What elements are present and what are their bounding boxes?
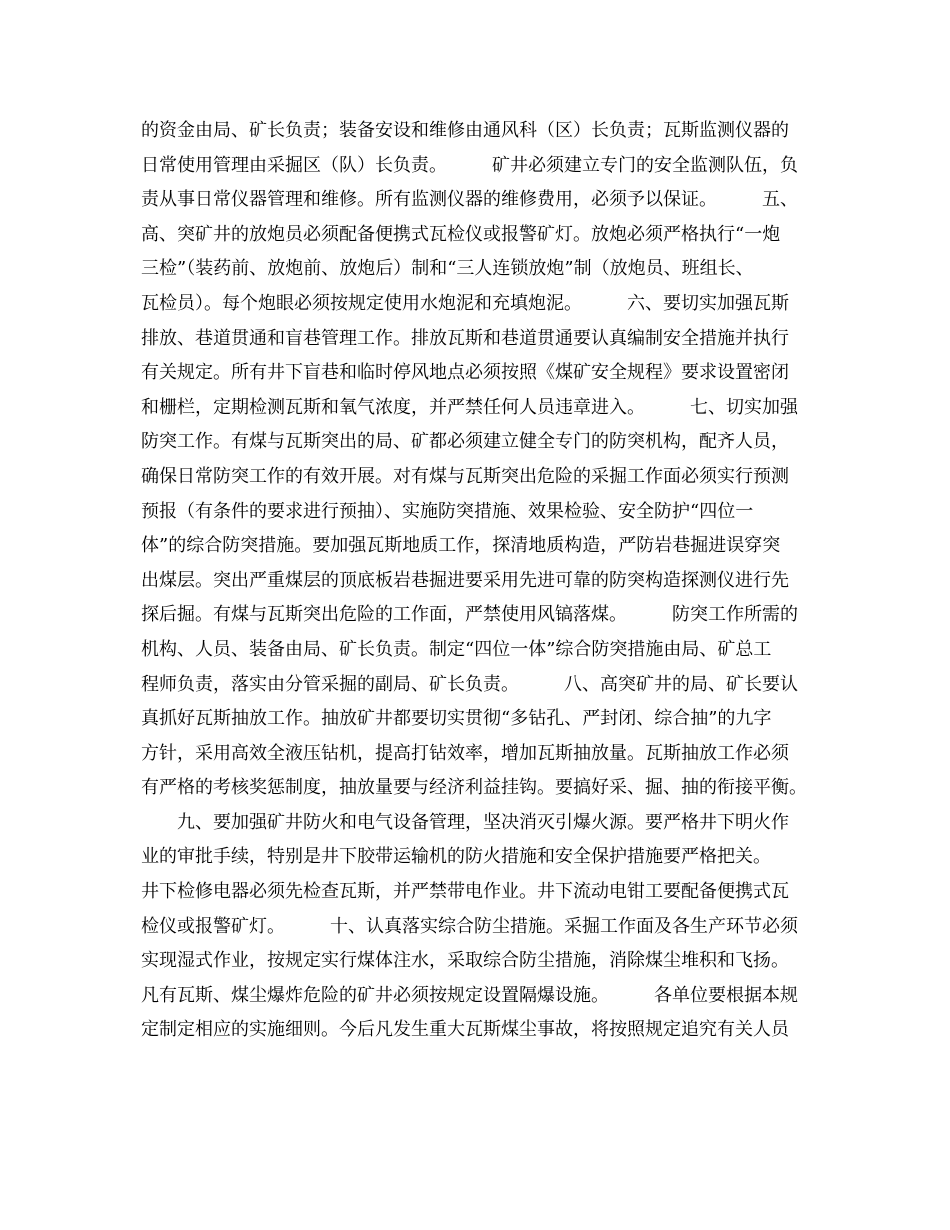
- text-line: 有关规定。所有井下盲巷和临时停风地点必须按照《煤矿安全规程》要求设置密闭: [141, 362, 789, 384]
- text-line: 定制定相应的实施细则。今后凡发生重大瓦斯煤尘事故，将按照规定追究有关人员: [141, 1019, 789, 1041]
- paragraph-2: [141, 806, 821, 1048]
- text-line: 检仪或报警矿灯。 十、认真落实综合防尘措施。采掘工作面及各生产环节必须: [141, 915, 798, 937]
- text-line: 瓦检员）。每个炮眼必须按规定使用水炮泥和充填炮泥。 六、要切实加强瓦斯: [141, 292, 789, 314]
- text-line: 排放、巷道贯通和盲巷管理工作。排放瓦斯和巷道贯通要认真编制安全措施并执行: [141, 327, 789, 349]
- text-line: 三检”（装药前、放炮前、放炮后）制和“三人连锁放炮”制（放炮员、班组长、: [141, 258, 754, 280]
- text-line: 凡有瓦斯、煤尘爆炸危险的矿井必须按规定设置隔爆设施。 各单位要根据本规: [141, 984, 798, 1006]
- text-line: 有严格的考核奖惩制度，抽放量要与经济利益挂钩。要搞好采、掘、抽的衔接平衡。: [141, 777, 807, 799]
- text-line: 确保日常防突工作的有效开展。对有煤与瓦斯突出危险的采掘工作面必须实行预测: [141, 465, 789, 487]
- text-line: 和栅栏，定期检测瓦斯和氧气浓度，并严禁任何人员违章进入。 七、切实加强: [141, 396, 798, 418]
- text-line: 责从事日常仪器管理和维修。所有监测仪器的维修费用，必须予以保证。 五、: [141, 189, 798, 211]
- text-line: 井下检修电器必须先检查瓦斯，并严禁带电作业。井下流动电钳工要配备便携式瓦: [141, 881, 789, 903]
- text-line: 预报（有条件的要求进行预抽）、实施防突措施、效果检验、安全防护“四位一: [141, 500, 754, 522]
- text-line: 业的审批手续，特别是井下胶带运输机的防火措施和安全保护措施要严格把关。: [141, 846, 771, 868]
- text-line: 程师负责，落实由分管采掘的副局、矿长负责。 八、高突矿井的局、矿长要认: [141, 673, 798, 695]
- text-line: 九、要加强矿井防火和电气设备管理，坚决消灭引爆火源。要严格井下明火作: [141, 811, 789, 833]
- text-line: 方针，采用高效全液压钻机，提高打钻效率，增加瓦斯抽放量。瓦斯抽放工作必须: [141, 742, 789, 764]
- text-line: 出煤层。突出严重煤层的顶底板岩巷掘进要采用先进可靠的防突构造探测仪进行先: [141, 569, 789, 591]
- text-line: 高、突矿井的放炮员必须配备便携式瓦检仪或报警矿灯。放炮必须严格执行“一炮: [141, 223, 781, 245]
- text-line: 实现湿式作业，按规定实行煤体注水，采取综合防尘措施，消除煤尘堆积和飞扬。: [141, 950, 789, 972]
- text-line: 防突工作。有煤与瓦斯突出的局、矿都必须建立健全专门的防突机构，配齐人员，: [141, 431, 789, 453]
- text-line: 探后掘。有煤与瓦斯突出危险的工作面，严禁使用风镐落煤。 防突工作所需的: [141, 604, 798, 626]
- text-line: 机构、人员、装备由局、矿长负责。制定“四位一体”综合防突措施由局、矿总工: [141, 638, 772, 660]
- text-line: 真抓好瓦斯抽放工作。抽放矿井都要切实贯彻“多钻孔、严封闭、综合抽”的九字: [141, 708, 772, 730]
- body-text: [141, 114, 821, 1048]
- text-line: 的资金由局、矿长负责；装备安设和维修由通风科（区）长负责；瓦斯监测仪器的: [141, 120, 789, 141]
- paragraph-1: [141, 114, 821, 806]
- text-line: 体”的综合防突措施。要加强瓦斯地质工作，探清地质构造，严防岩巷掘进误穿突: [141, 535, 781, 557]
- text-line: 日常使用管理由采掘区（队）长负责。 矿井必须建立专门的安全监测队伍，负: [141, 154, 798, 176]
